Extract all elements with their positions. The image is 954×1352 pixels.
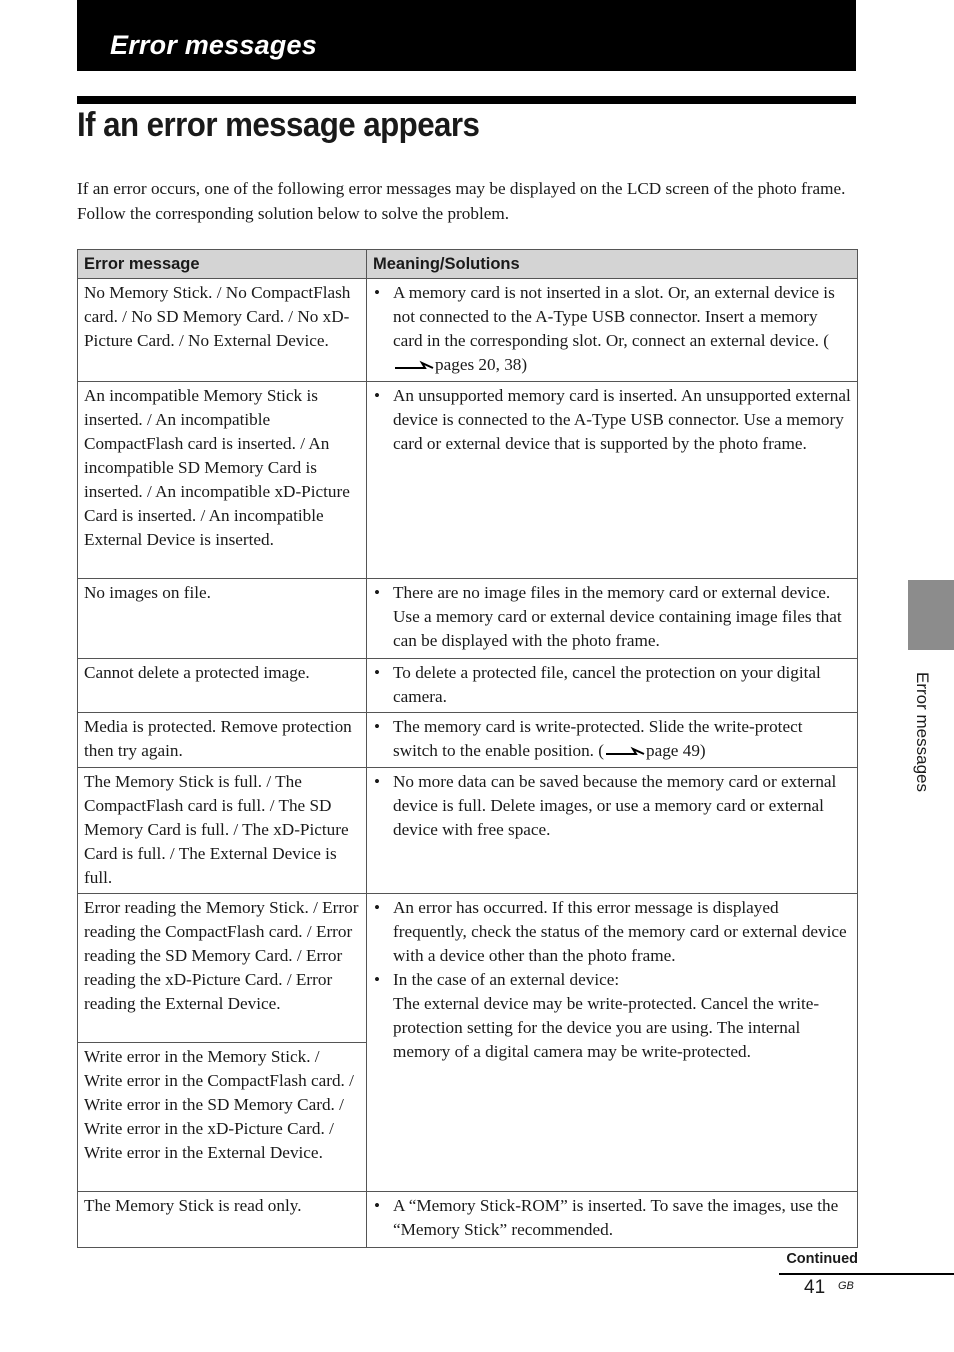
- page-reference: page 49): [645, 741, 706, 760]
- solution-cell: [367, 659, 858, 713]
- solution-item: [373, 770, 851, 842]
- bullet: •: [374, 772, 381, 791]
- page-reference-arrow-icon: [605, 745, 645, 757]
- error-message-cell: Error reading the Memory Stick. / Error reading the CompactFlash card. / Error reading the SD Memory Card. / Error reading the xD-Picture Card. / Error reading the External Device.: [78, 894, 367, 1043]
- solution-item: [373, 1194, 851, 1242]
- bullet: •: [374, 1196, 381, 1215]
- error-message-cell: Write error in the Memory Stick. / Write error in the CompactFlash card. / Write error in the SD Memory Card. / Write error in the xD-Picture Card. / Write error in the External Device.: [78, 1043, 367, 1192]
- error-message-table: [77, 249, 858, 1248]
- solution-cell: [367, 894, 858, 1192]
- solution-text: An unsupported memory card is inserted. An unsupported external device is connected to the A-Type USB connector. Use a memory card or external device that is supported by the photo frame.: [393, 386, 851, 453]
- table-row: [78, 768, 858, 894]
- solution-text: To delete a protected file, cancel the protection on your digital camera.: [393, 663, 821, 706]
- solution-item: [373, 715, 851, 763]
- bullet: •: [374, 970, 381, 989]
- solution-text: The external device may be write-protected. Cancel the write-protection setting for the device you are using. The internal memory of a digital camera may be write-protected.: [393, 994, 820, 1061]
- page-number: 41: [804, 1277, 826, 1298]
- table-row: [78, 894, 858, 1043]
- column-header-error-message: Error message: [78, 250, 367, 279]
- solution-cell: [367, 579, 858, 659]
- solution-item: [373, 581, 851, 653]
- solution-cell: [367, 768, 858, 894]
- solution-text: There are no image files in the memory card or external device. Use a memory card or external device containing image files that can be displayed with the photo frame.: [393, 583, 842, 650]
- solution-text: An error has occurred. If this error message is displayed frequently, check the status of the memory card or external device with a device other than the photo frame.: [393, 898, 847, 965]
- error-message-cell: The Memory Stick is full. / The CompactFlash card is full. / The SD Memory Card is full. / The xD-Picture Card is full. / The External Device is full.: [78, 768, 367, 894]
- bullet: •: [374, 583, 381, 602]
- page-language-code: GB: [838, 1280, 854, 1292]
- bullet: •: [374, 283, 381, 302]
- solution-text: No more data can be saved because the memory card or external device is full. Delete images, or use a memory card or external device with free space.: [393, 772, 837, 839]
- solution-text: The memory card is write-protected. Slide the write-protect switch to the enable position. (: [393, 717, 803, 760]
- error-message-cell: Cannot delete a protected image.: [78, 659, 367, 713]
- error-message-cell: Media is protected. Remove protection then try again.: [78, 713, 367, 768]
- table-row: [78, 1192, 858, 1248]
- solution-cell: [367, 713, 858, 768]
- column-header-meaning-solutions: Meaning/Solutions: [367, 250, 858, 279]
- solution-cell: [367, 382, 858, 579]
- section-tab-marker: [908, 580, 954, 650]
- error-message-cell: No images on file.: [78, 579, 367, 659]
- solution-item: [373, 384, 851, 456]
- intro-paragraph: If an error occurs, one of the following error messages may be displayed on the LCD screen of the photo frame. Follow the corresponding solution below to solve the problem.: [77, 179, 846, 223]
- error-message-cell: No Memory Stick. / No CompactFlash card. / No SD Memory Card. / No xD-Picture Card. / No External Device.: [78, 279, 367, 382]
- bullet: •: [374, 386, 381, 405]
- continued-label: Continued: [786, 1251, 858, 1267]
- table-row: [78, 659, 858, 713]
- title-rule: [77, 96, 856, 104]
- table-row: [78, 579, 858, 659]
- side-section-label: Error messages: [913, 672, 932, 792]
- footer-rule: [779, 1273, 954, 1275]
- table-row: [78, 713, 858, 768]
- bullet: •: [374, 898, 381, 917]
- section-header-bar: [77, 0, 856, 71]
- table-row: [78, 382, 858, 579]
- solution-item: [373, 661, 851, 709]
- error-message-cell: An incompatible Memory Stick is inserted. / An incompatible CompactFlash card is inserted. / An incompatible SD Memory Card is inserted. / An incompatible xD-Picture Card is inserted. / An incompatible External Device is inserted.: [78, 382, 367, 579]
- bullet: •: [374, 717, 381, 736]
- solution-item: [373, 281, 851, 377]
- solution-cell: [367, 279, 858, 382]
- solution-text: A “Memory Stick-ROM” is inserted. To save the images, use the “Memory Stick” recommended.: [393, 1196, 839, 1239]
- solution-item: [373, 896, 851, 968]
- table-row: [78, 279, 858, 382]
- section-title: Error messages: [110, 30, 317, 60]
- page-reference-arrow-icon: [394, 359, 434, 371]
- solution-text: A memory card is not inserted in a slot. Or, an external device is not connected to the A-Type USB connector. Insert a memory card in the corresponding slot. Or, connect an external device. (: [393, 283, 835, 350]
- bullet: •: [374, 663, 381, 682]
- solution-item: [373, 968, 851, 1064]
- solution-lead: In the case of an external device:: [393, 970, 620, 989]
- solution-cell: [367, 1192, 858, 1248]
- page-title: If an error message appears: [77, 106, 480, 144]
- table-header-row: [78, 250, 858, 279]
- error-message-cell: The Memory Stick is read only.: [78, 1192, 367, 1248]
- page-reference: pages 20, 38): [435, 355, 528, 374]
